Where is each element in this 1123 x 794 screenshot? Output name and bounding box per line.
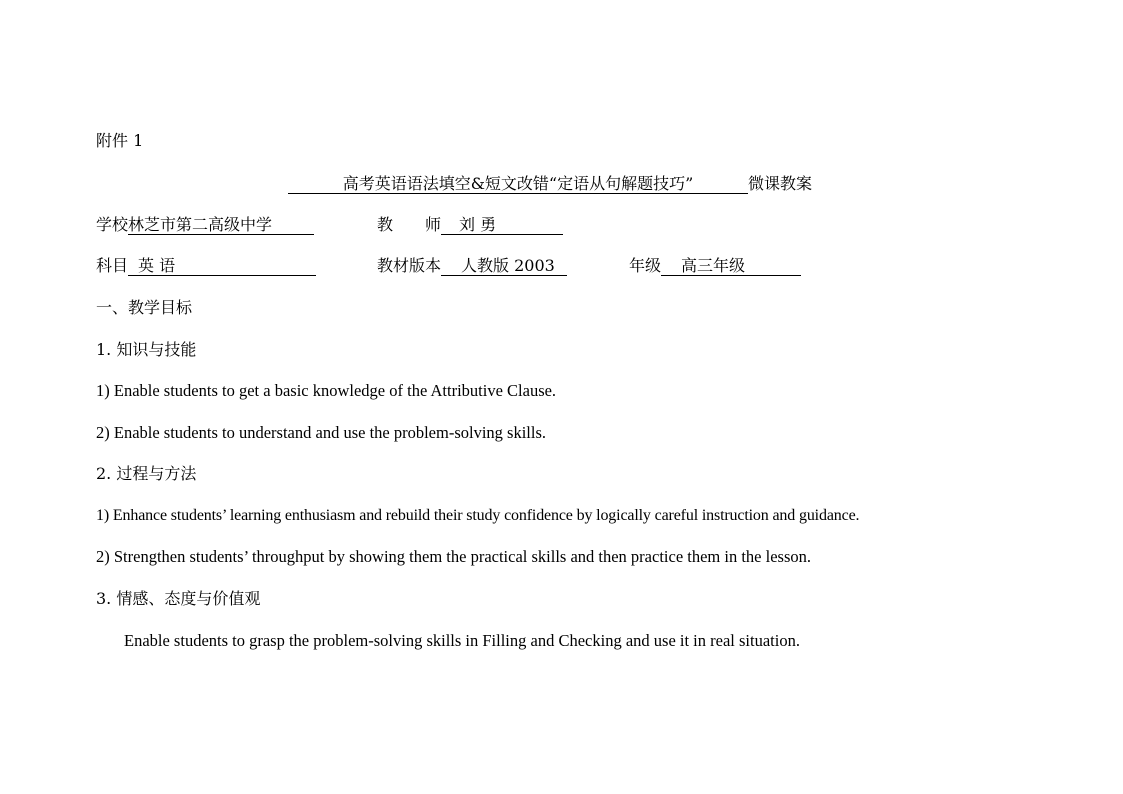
info-row-teacher [377, 215, 563, 235]
subsection-heading: 2. 过程与方法 [96, 464, 197, 483]
subsection-heading: 1. 知识与技能 [96, 340, 197, 359]
subject-label: 科目 [96, 256, 129, 275]
section-heading-objectives: 一、教学目标 [96, 298, 193, 317]
teacher-label: 教 师 [377, 215, 442, 234]
info-row-school [96, 215, 314, 235]
info-row-textbook [377, 256, 567, 276]
list-item: 2) Strengthen students’ throughput by showing them the practical skills and then practice them in the lesson. [96, 547, 812, 566]
school-label: 学校 [96, 215, 129, 234]
teacher-value: 刘 勇 [441, 216, 563, 235]
info-row-subject [96, 256, 316, 276]
textbook-label: 教材版本 [377, 256, 442, 275]
subject-value: 英 语 [128, 257, 316, 276]
paragraph: Enable students to grasp the problem-solving skills in Filling and Checking and use it in real situation. [124, 631, 800, 650]
doc-title-suffix: 微课教案 [748, 174, 813, 193]
school-value: 林芝市第二高级中学 [128, 216, 314, 235]
attachment-label: 附件 1 [96, 131, 144, 150]
grade-label: 年级 [629, 256, 662, 275]
list-item: 1) Enable students to get a basic knowledge of the Attributive Clause. [96, 381, 557, 400]
list-item: 2) Enable students to understand and use the problem-solving skills. [96, 423, 547, 442]
doc-title-main: 高考英语语法填空&短文改错“定语从句解题技巧” [288, 175, 748, 194]
subsection-heading: 3. 情感、态度与价值观 [96, 589, 261, 608]
textbook-value: 人教版 2003 [441, 257, 567, 276]
doc-title [288, 174, 812, 194]
grade-value: 高三年级 [661, 257, 801, 276]
list-item: 1) Enhance students’ learning enthusiasm and rebuild their study confidence by logically careful instruction and guidance. [96, 507, 860, 524]
info-row-grade [629, 256, 801, 276]
